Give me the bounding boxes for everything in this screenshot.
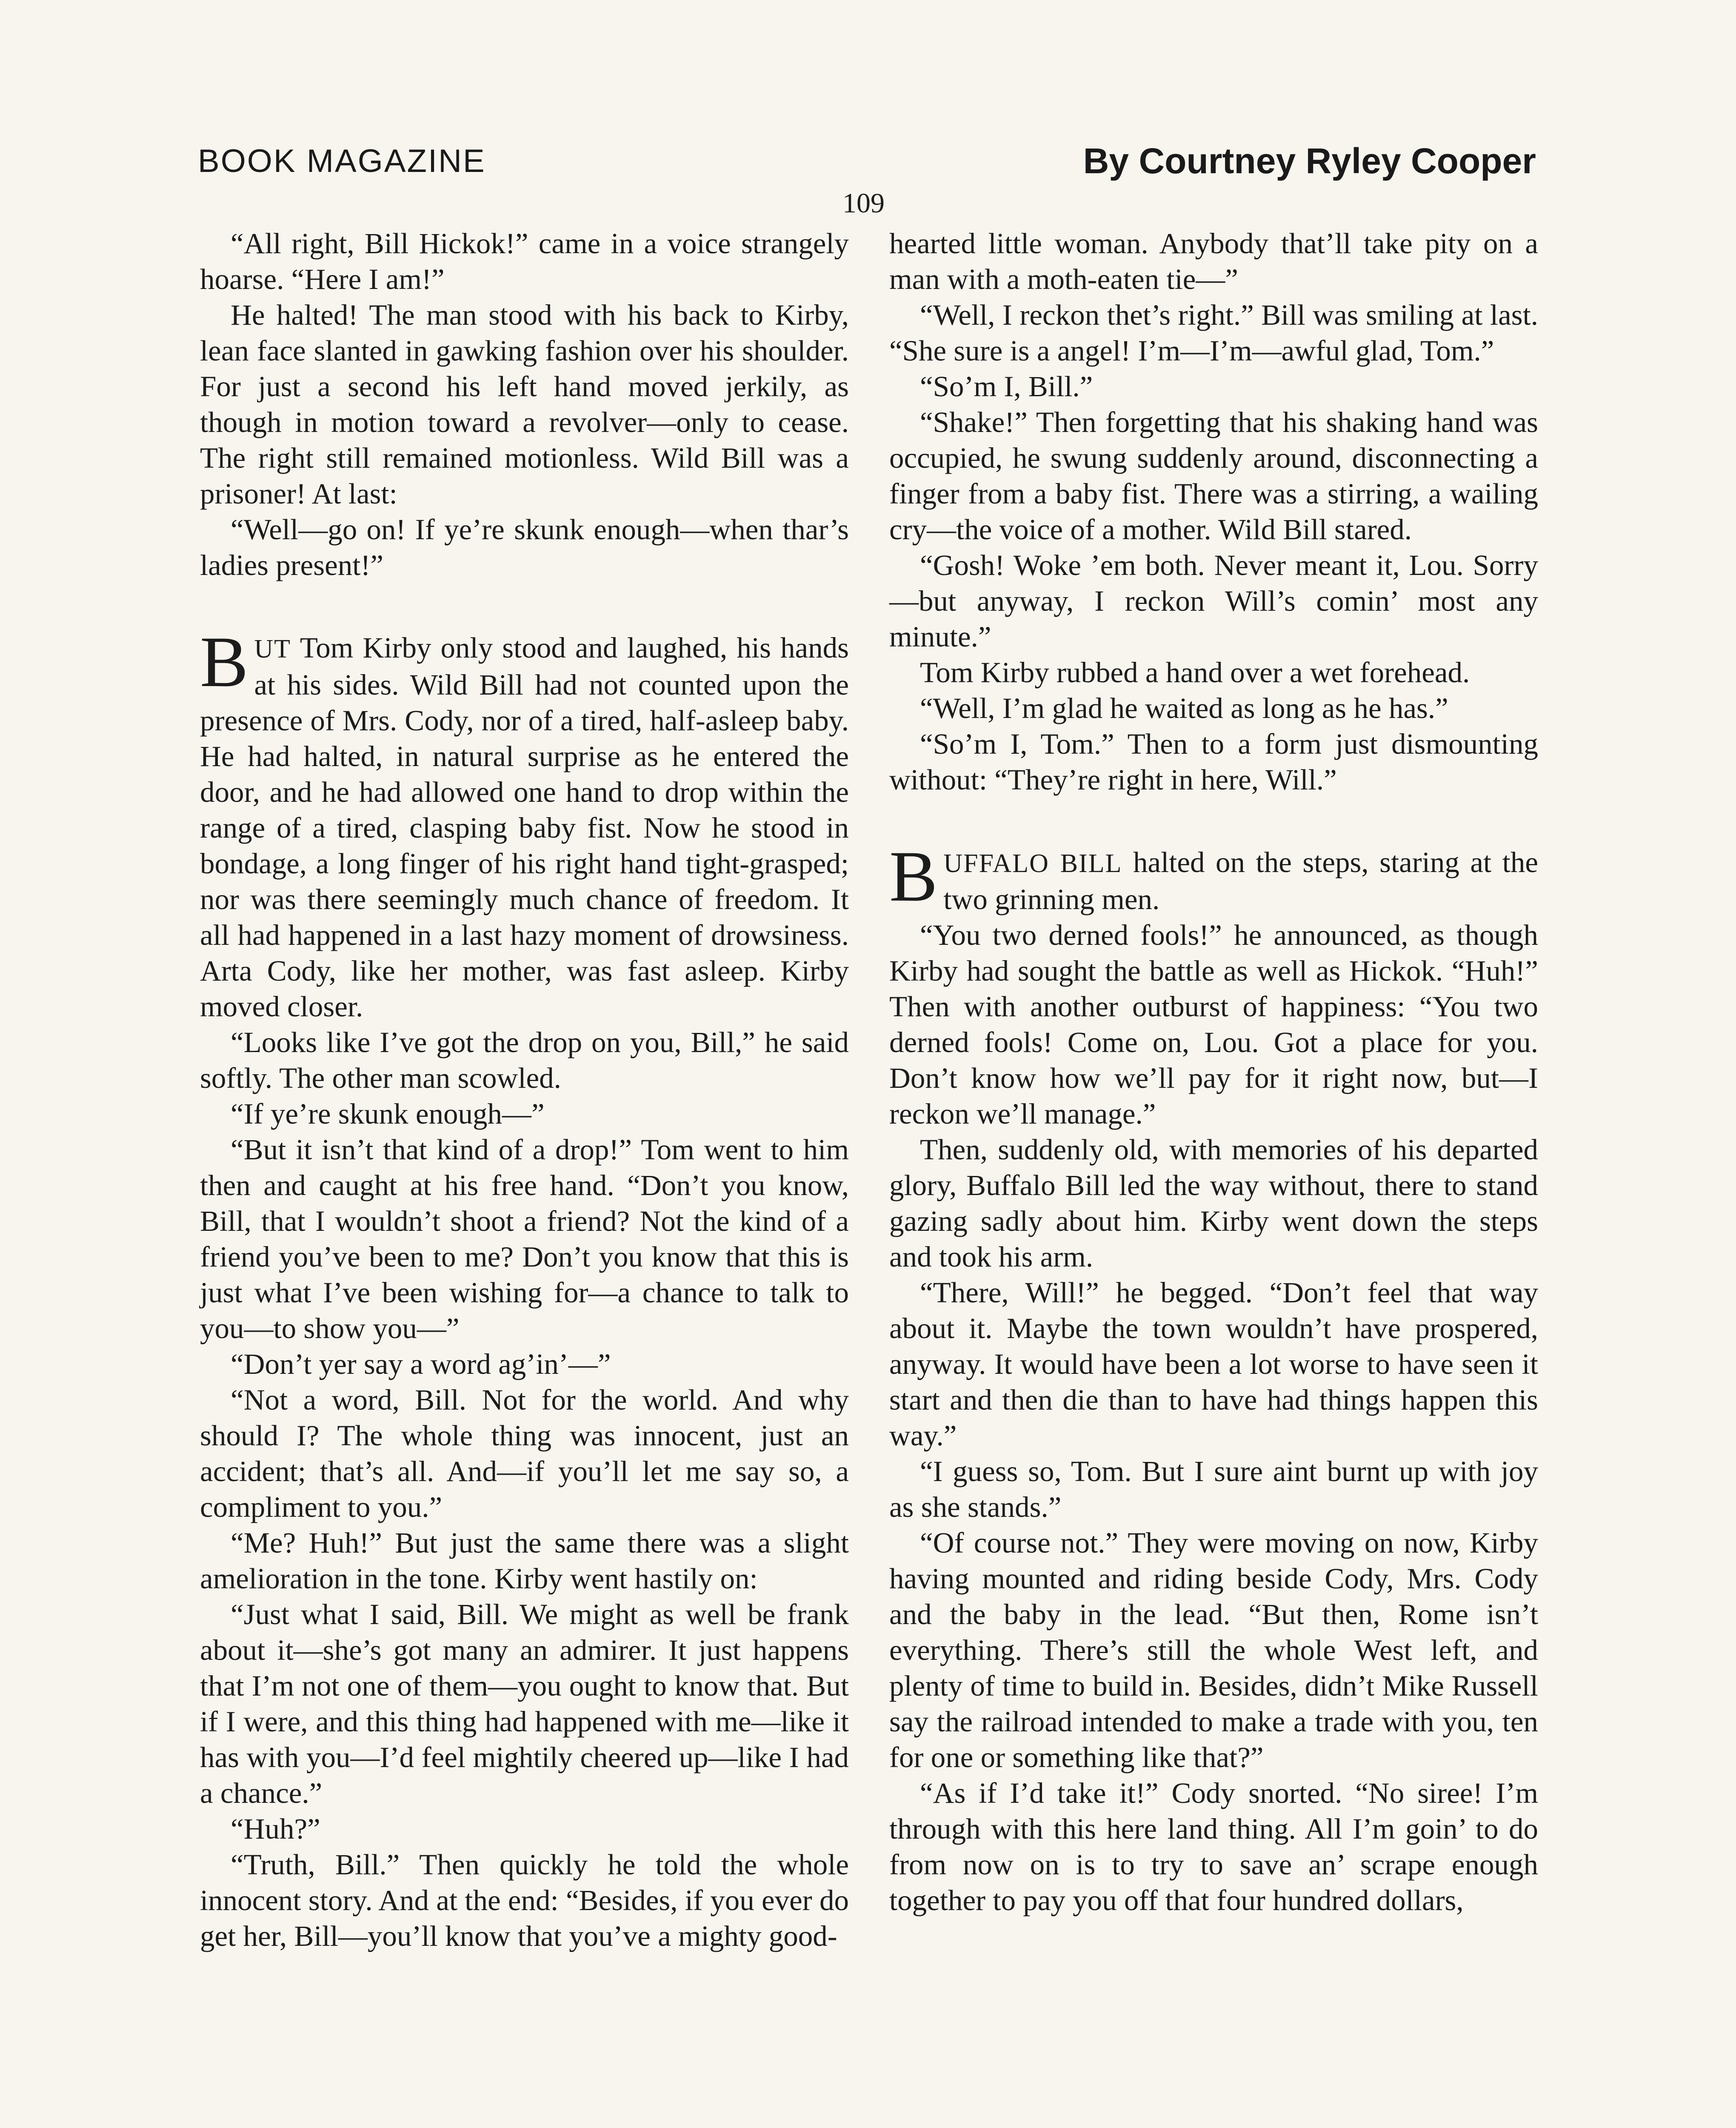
paragraph: “Looks like I’ve got the drop on you, Bill,” he said softly. The other man scowled. [200, 1026, 849, 1094]
drop-cap-smallcaps: UT [254, 635, 291, 664]
dropcap-paragraph [889, 836, 1538, 917]
page-number: 109 [842, 188, 885, 219]
paragraph: “You two derned fools!” he announced, as though Kirby had sought the battle as well as Hickok. “Huh!” Then with another outburst of happiness: “You two derned fools! Come on, Lou. Got a place for you. Don’t know how we’ll pay for it right now, but—I reckon we’ll manage.” [889, 919, 1538, 1130]
paragraph: “Not a word, Bill. Not for the world. And why should I? The whole thing was innocent, just an accident; that’s all. And—if you’ll let me say so, a compliment to you.” [200, 1384, 849, 1523]
paragraph: Then, suddenly old, with memories of his departed glory, Buffalo Bill led the way without, there to stand gazing sadly about him. Kirby went down the steps and took his arm. [889, 1133, 1538, 1273]
right-column [889, 226, 1538, 1918]
paragraph: “Me? Huh!” But just the same there was a slight amelioration in the tone. Kirby went hastily on: [200, 1527, 849, 1595]
left-column [200, 226, 849, 1954]
paragraph: “But it isn’t that kind of a drop!” Tom went to him then and caught at his free hand. “Don’t you know, Bill, that I wouldn’t shoot a friend? Not the kind of a friend you’ve been to me? Don’t you know that this is just what I’ve been wishing for—a chance to talk to you—to show you—” [200, 1133, 849, 1344]
paragraph: “I guess so, Tom. But I sure aint burnt up with joy as she stands.” [889, 1455, 1538, 1523]
paragraph: He halted! The man stood with his back to Kirby, lean face slanted in gawking fashion over his shoulder. For just a second his left hand moved jerkily, as though in motion toward a revolver—only to cease. The right still remained motionless. Wild Bill was a prisoner! At last: [200, 299, 849, 510]
paragraph: “Truth, Bill.” Then quickly he told the whole innocent story. And at the end: “Besides, if you ever do get her, Bill—you’ll know that you’ve a mighty good- [200, 1848, 849, 1952]
paragraph: hearted little woman. Anybody that’ll take pity on a man with a moth-eaten tie—” [889, 227, 1538, 295]
paragraph: “So’m I, Tom.” Then to a form just dismounting without: “They’re right in here, Will.” [889, 728, 1538, 796]
paragraph: “So’m I, Bill.” [920, 370, 1093, 403]
paragraph: “Well, I reckon thet’s right.” Bill was smiling at last. “She sure is a angel! I’m—I’m—awful glad, Tom.” [889, 299, 1538, 367]
byline: By Courtney Ryley Cooper [1083, 141, 1536, 181]
paragraph: “If ye’re skunk enough—” [231, 1098, 545, 1130]
paragraph: “As if I’d take it!” Cody snorted. “No siree! I’m through with this here land thing. All I’m goin’ to do from now on is to try to save an’ scrape enough together to pay you off that four hundred dollars, [889, 1777, 1538, 1916]
drop-cap-initial: B [889, 836, 938, 916]
paragraph: “Just what I said, Bill. We might as well be frank about it—she’s got many an admirer. It just happens that I’m not one of them—you ought to know that. But if I were, and this thing had happened with me—like it has with you—I’d feel mightily cheered up—like I had a chance.” [200, 1598, 849, 1809]
paragraph: “All right, Bill Hickok!” came in a voice strangely hoarse. “Here I am!” [200, 227, 849, 295]
drop-cap-text: Tom Kirby only stood and laughed, his hands at his sides. Wild Bill had not counted upon the presence of Mrs. Cody, nor of a tired, half-asleep baby. He had halted, in natural surprise as he entered the door, and he had allowed one hand to drop within the range of a tired, clasping baby fist. Now he stood in bondage, a long finger of his right hand tight-grasped; nor was there seemingly much chance of freedom. It all had happened in a last hazy moment of drowsiness. Arta Cody, like her mother, was fast asleep. Kirby moved closer. [200, 632, 849, 1023]
paragraph: “Well—go on! If ye’re skunk enough—when thar’s ladies present!” [200, 513, 849, 581]
paragraph: “Well, I’m glad he waited as long as he has.” [920, 692, 1448, 724]
drop-cap-text: halted on the steps, staring at the two grinning men. [943, 846, 1538, 915]
paragraph: “Huh?” [231, 1813, 320, 1845]
paragraph: “There, Will!” he begged. “Don’t feel that way about it. Maybe the town wouldn’t have prospered, anyway. It would have been a lot worse to have seen it start and then die than to have had things happen this way.” [889, 1276, 1538, 1452]
paragraph: Tom Kirby rubbed a hand over a wet forehead. [920, 656, 1470, 689]
drop-cap-smallcaps: UFFALO BILL [943, 849, 1122, 878]
paragraph: “Shake!” Then forgetting that his shaking hand was occupied, he swung suddenly around, disconnecting a finger from a baby fist. There was a stirring, a wailing cry—the voice of a mother. Wild Bill stared. [889, 406, 1538, 546]
paragraph: “Don’t yer say a word ag’in’—” [231, 1348, 611, 1380]
magazine-title: BOOK MAGAZINE [198, 143, 486, 179]
drop-cap-initial: B [200, 622, 248, 702]
dropcap-paragraph [200, 622, 849, 1024]
paragraph: “Of course not.” They were moving on now, Kirby having mounted and riding beside Cody, Mrs. Cody and the baby in the lead. “But then, Rome isn’t everything. There’s still the whole West left, and plenty of time to build in. Besides, didn’t Mike Russell say the railroad intended to make a trade with you, ten for one or something like that?” [889, 1527, 1538, 1773]
paragraph: “Gosh! Woke ’em both. Never meant it, Lou. Sorry—but anyway, I reckon Will’s comin’ most any minute.” [889, 549, 1538, 653]
